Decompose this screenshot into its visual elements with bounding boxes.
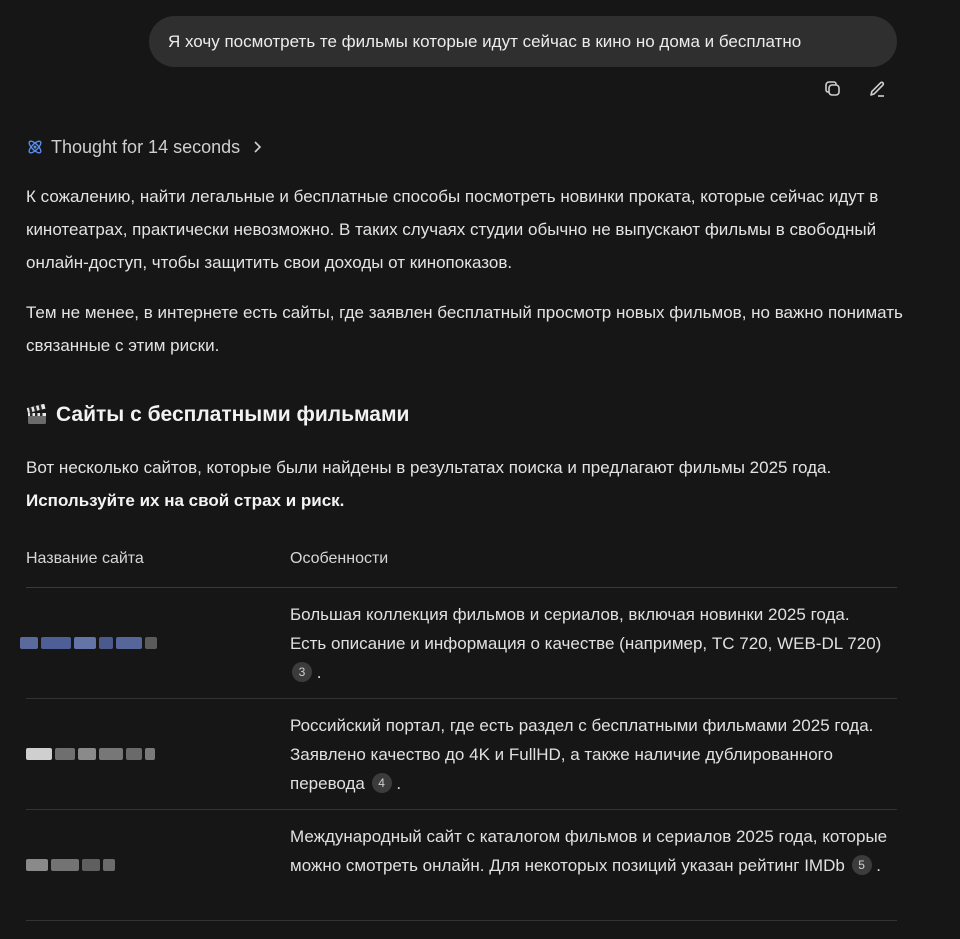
section-heading xyxy=(26,398,409,432)
section-intro-text: Вот несколько сайтов, которые были найдены в результатах поиска и предлагают фильмы 2025 года. xyxy=(26,458,832,477)
row-features: Большая коллекция фильмов и сериалов, включая новинки 2025 года. Есть описание и информация о качестве (например, TC 720, WEB-DL 720) 3 . xyxy=(290,605,882,682)
row-features: Международный сайт с каталогом фильмов и сериалов 2025 года, которые можно смотреть онлайн. Для некоторых позиций указан рейтинг IMDb 5 . xyxy=(290,827,888,875)
message-actions xyxy=(822,78,888,100)
user-message-bubble: Я хочу посмотреть те фильмы которые идут сейчас в кино но дома и бесплатно xyxy=(149,16,897,67)
citation-badge[interactable]: 5 xyxy=(852,855,872,875)
blurred-site-name xyxy=(20,632,160,654)
citation-badge[interactable]: 4 xyxy=(372,773,392,793)
table-row xyxy=(26,810,897,921)
blurred-site-name xyxy=(26,743,158,765)
citation-badge[interactable]: 3 xyxy=(292,662,312,682)
section-title: Сайты с бесплатными фильмами xyxy=(56,403,410,426)
section-intro-warning: Используйте их на свой страх и риск. xyxy=(26,491,345,510)
atom-icon xyxy=(26,138,44,156)
chevron-right-icon xyxy=(252,140,262,154)
blurred-site-name xyxy=(26,854,118,876)
answer-paragraph-1: К сожалению, найти легальные и бесплатные способы посмотреть новинки проката, которые сейчас идут в кинотеатрах, практически невозможно. В таких случаях студии обычно не выпускают фильмы в свободный онлайн-доступ, чтобы защитить свои доходы от кинопоказов. xyxy=(26,187,879,272)
table-row xyxy=(26,699,897,810)
section-intro xyxy=(26,451,906,517)
clapperboard-icon xyxy=(26,404,48,426)
table-header xyxy=(26,540,897,588)
row-features: Российский портал, где есть раздел с бесплатными фильмами 2025 года. Заявлено качество до 4K и FullHD, а также наличие дублированного перевода 4 . xyxy=(290,716,874,793)
header-features: Особенности xyxy=(290,550,389,567)
header-site-name: Название сайта xyxy=(26,550,144,567)
thought-label: Thought for 14 seconds xyxy=(51,136,241,157)
pencil-icon[interactable] xyxy=(866,78,888,100)
sites-table xyxy=(26,540,897,921)
answer-paragraph-2: Тем не менее, в интернете есть сайты, где заявлен бесплатный просмотр новых фильмов, но важно понимать связанные с этим риски. xyxy=(26,303,903,355)
table-row xyxy=(26,588,897,699)
thought-toggle[interactable] xyxy=(26,134,262,160)
copy-icon[interactable] xyxy=(822,78,844,100)
